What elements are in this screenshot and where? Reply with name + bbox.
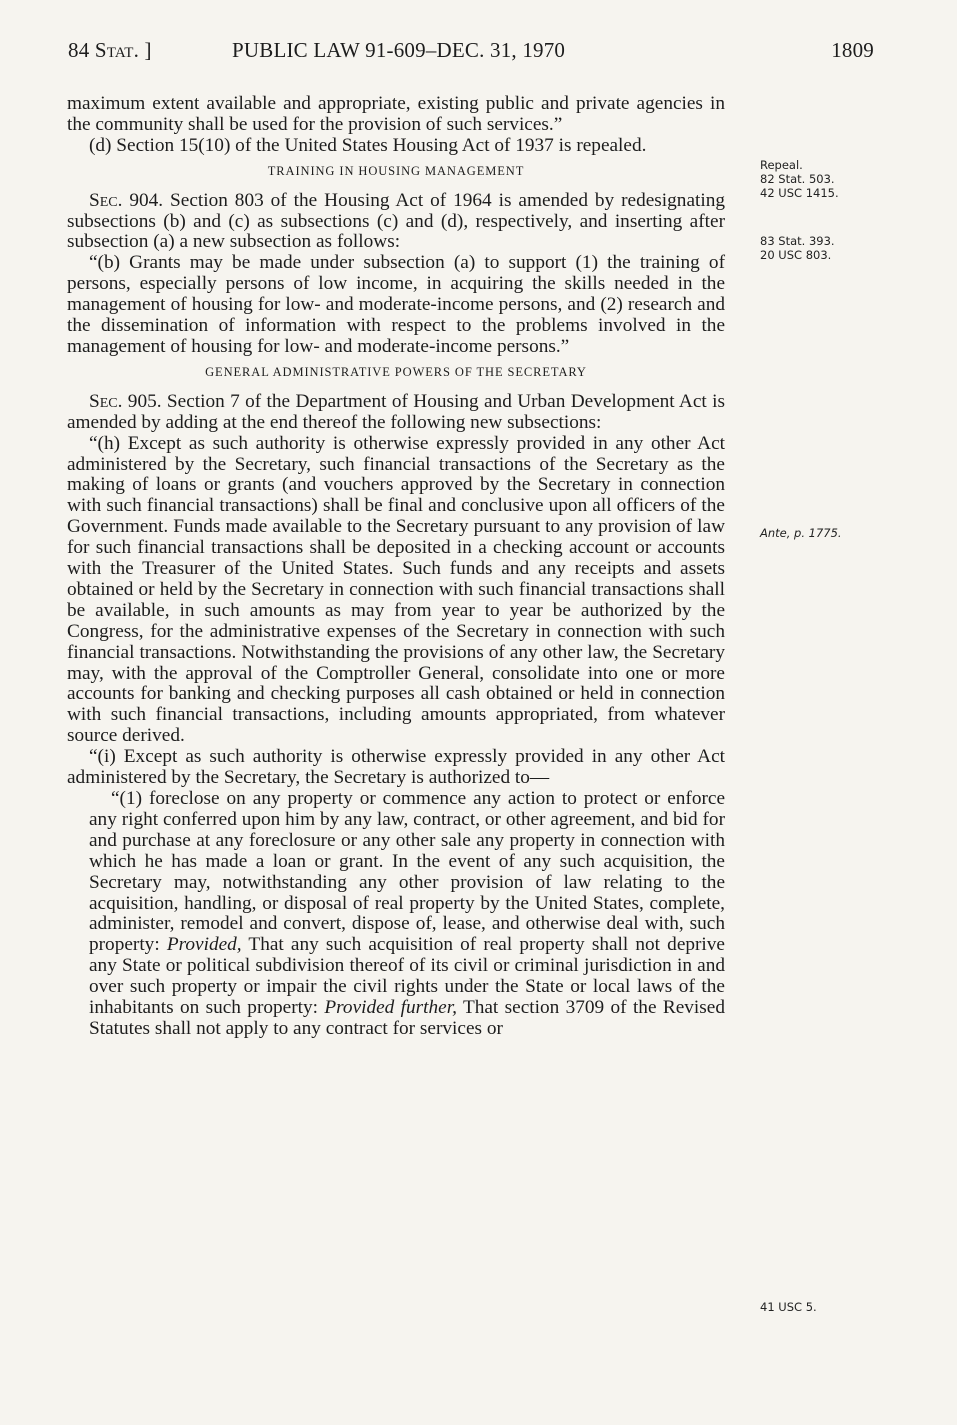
margin-note-sec-905: Ante, p. 1775. [760,526,842,540]
page-number: 1809 [831,38,874,62]
paragraph-subsection-h: “(h) Except as such authority is otherwise expressly provided in any other Act administered by the Secretary, such financial transactions of the Secretary as the making of loans or grants (and vouchers approved by the Secretary in connection with such financial transactions) shall be final and conclusive upon all officers of the Government. Funds made available to the Secretary pursuant to any provision of law for such financial transactions shall be deposited in a checking account or accounts with the Treasurer of the United States. Such funds and any receipts and assets obtained or held by the Secretary in connection with such financial transactions shall be available, in such amounts as may from year to year be authorized by the Congress, for the administrative expenses of the Secretary in connection with such financial transactions. Notwithstanding the provisions of any other law, the Secretary may, with the approval of the Comptroller General, consolidate into one or more accounts for banking and checking purposes all cash obtained or held in connection with such financial transactions, including amounts appropriated, from whatever source derived. [67,432,725,747]
sec-905-label: Sec. 905. [89,390,162,412]
margin-note-line: 82 Stat. 503. [760,172,835,186]
paragraph-repeal: (d) Section 15(10) of the United States Housing Act of 1937 is repealed. [89,134,647,156]
paragraph-subsection-b: “(b) Grants may be made under subsection (a) to support (1) the training of persons, especially persons of low income, in acquiring the skills needed in the management of housing for low- and moderate-income persons, and (2) research and the dissemination of information with respect to the problems involved in the management of housing for low- and moderate-income persons.” [67,252,725,357]
paragraph-sec-904 [67,191,725,254]
margin-note-repeal [760,158,839,200]
provided-further-italic: Provided further, [324,997,457,1019]
header-volume: 84 Stat. ] [68,38,152,62]
paragraph-subsection-i: “(i) Except as such authority is otherwise expressly provided in any other Act administered by the Secretary, the Secretary is authorized to— [67,746,725,789]
paragraph-clause-1 [67,789,725,1040]
margin-note-41-usc: 41 USC 5. [760,1300,817,1314]
clause-1-part-b: That any such acquisition of real property shall not deprive any State or political subdivision thereof of its civil or criminal jurisdiction in and over such property or impair the civil rights under the State or local laws of the inhabitants on such property: [89,934,725,1019]
section-heading-training: TRAINING IN HOUSING MANAGEMENT [267,163,525,178]
clause-1-part-c: That section 3709 of the Revised Statutes shall not apply to any contract for services or [89,997,725,1039]
sec-904-label: Sec. 904. [89,189,164,211]
margin-note-line: Repeal. [760,158,803,172]
paragraph-sec-905 [67,392,725,434]
margin-note-sec-904 [760,234,835,262]
section-heading-powers: GENERAL ADMINISTRATIVE POWERS OF THE SECRETARY [205,364,587,379]
provided-italic: Provided, [166,934,242,956]
margin-note-line: 42 USC 1415. [760,186,839,200]
margin-note-line: 20 USC 803. [760,248,832,262]
margin-note-line: 83 Stat. 393. [760,234,835,248]
clause-1-part-a: “(1) foreclose on any property or commence any action to protect or enforce any right conferred upon him by any law, contract, or other agreement, and bid for and purchase at any foreclosure or any other sale any property in connection with which he has made a loan or grant. In the event of any such acquisition, the Secretary may, notwithstanding any other provision of law relating to the acquisition, handling, or disposal of real property by the United States, complete, administer, remodel and convert, dispose of, lease, and otherwise deal with, such property: [89,788,725,956]
header-title: PUBLIC LAW 91-609–DEC. 31, 1970 [232,38,566,62]
sec-904-text: Section 803 of the Housing Act of 1964 is amended by redesignating subsections (b) and (c) as subsections (c) and (d), respectively, and inserting after subsection (a) a new subsection as follows: [67,189,725,253]
sec-905-text: Section 7 of the Department of Housing and Urban Development Act is amended by adding at the end thereof the following new subsections: [67,390,725,433]
body-text [67,94,725,1040]
paragraph-continuation: maximum extent available and appropriate, existing public and private agencies in the community shall be used for the provision of such services.” [67,93,725,135]
